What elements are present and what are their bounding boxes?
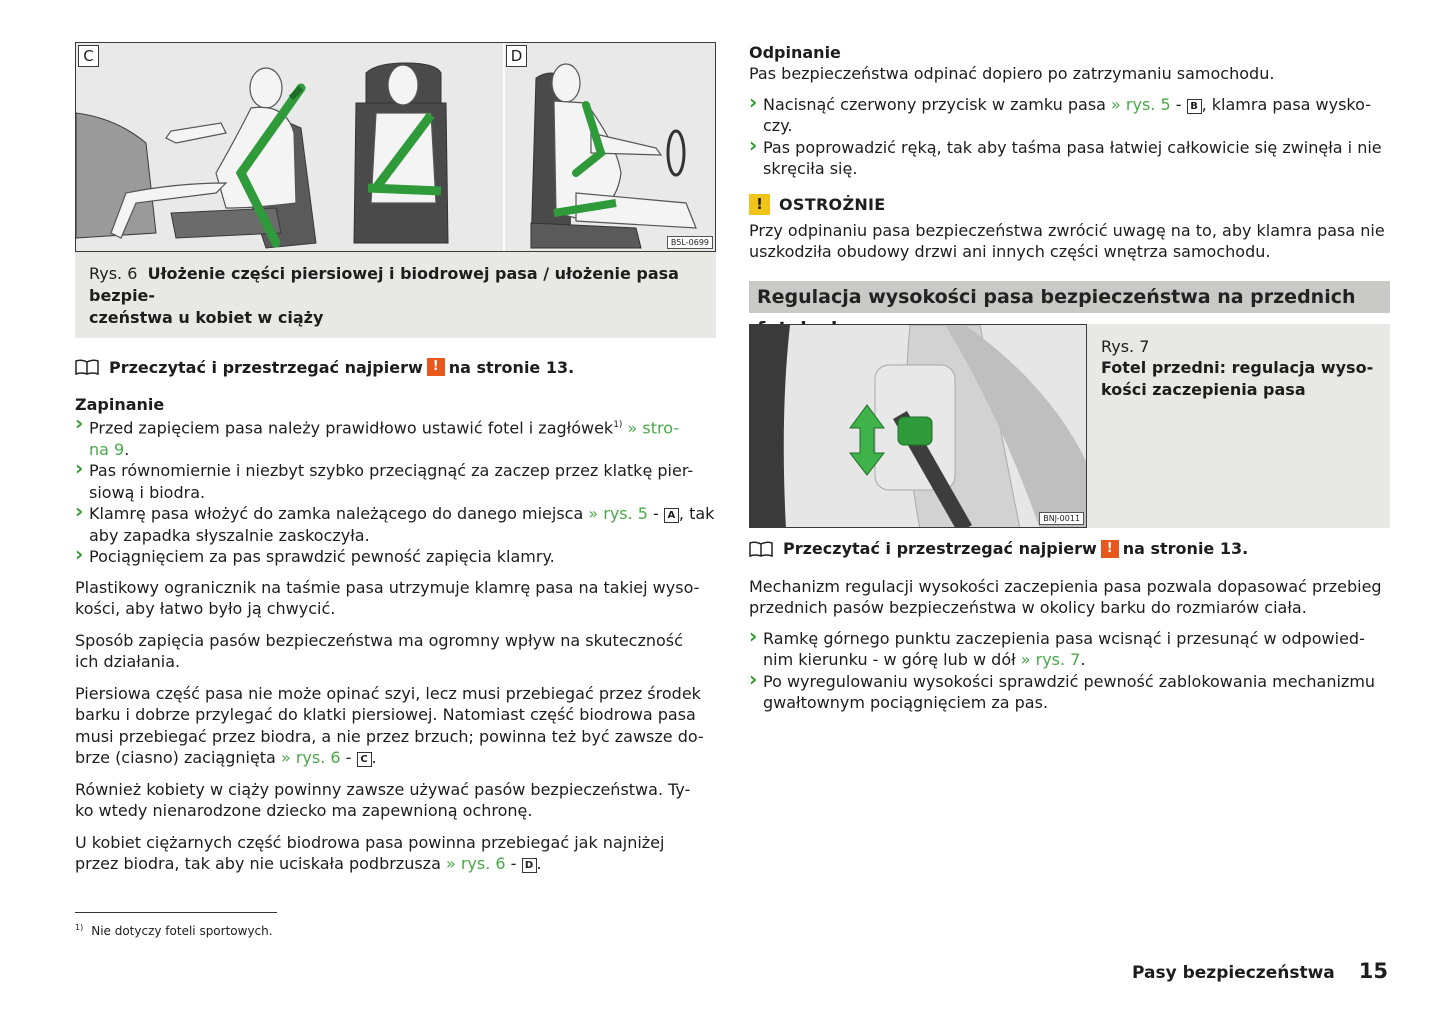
list-item: › Nacisnąć czerwony przycisk w zamku pasa » rys. 5 - B , klamra pasa wysko- czy.	[749, 94, 1390, 137]
paragraph-pregnant: Również kobiety w ciąży powinny zawsze używać pasów bezpieczeństwa. Ty- ko wtedy nienarodzone dziecko ma zapewnioną ochronę.	[75, 779, 691, 821]
link-fig-6-c[interactable]: » rys. 6	[280, 748, 341, 768]
warning-icon: !	[1101, 540, 1119, 558]
link-fig-5[interactable]: » rys. 5	[588, 504, 648, 524]
page-footer	[1132, 959, 1388, 983]
paragraph-stopper: Plastikowy ogranicznik na taśmie pasa utrzymuje klamrę pasa na takiej wyso- kości, aby łatwo było ją chwycić.	[75, 577, 700, 619]
figure-7-block	[749, 324, 1390, 528]
page-number: 15	[1358, 959, 1388, 983]
section-title: Regulacja wysokości pasa bezpieczeństwa na przednich	[749, 281, 1390, 313]
list-item: › Klamrę pasa włożyć do zamka należącego do danego miejsca » rys. 5 - A , tak aby zapadka słyszalnie zaskoczyła.	[75, 503, 716, 546]
ref-box-d: D	[522, 858, 537, 873]
paragraph-belt-routing: Piersiowa część pasa nie może opinać szyi, lecz musi przebiegać przez środek barku i dobrze przylegać do klatki piersiowej. Natomiast część biodrowa pasa musi przebiegać przez biodra, a nie przez brzuch; powinna też być zawsze do- brze (ciasno) zaciągnięta » rys. 6 - C .	[75, 683, 704, 768]
figure-7-image	[749, 324, 1087, 528]
figure-7-code: BNJ-0011	[1039, 512, 1084, 525]
list-item: › Pas równomiernie i niezbyt szybko przeciągnąć za zaczep przez klatkę pier- siową i biodra.	[75, 460, 716, 503]
link-fig-5-b[interactable]: » rys. 5	[1111, 94, 1171, 114]
figure-6-caption-title: Ułożenie części piersiowej i biodrowej pasa / ułożenie pasa bezpie-	[89, 264, 679, 305]
list-item: › Przed zapięciem pasa należy prawidłowo ustawić fotel i zagłówek$^{1)}$ » stro- na 9.	[75, 415, 716, 460]
footnote: $^{1)}$ Nie dotyczy foteli sportowych.	[75, 923, 273, 938]
book-icon	[749, 541, 773, 557]
figure-7-illustration	[750, 325, 1087, 528]
height-adjust-steps	[749, 628, 1390, 714]
figure-6-code: B5L-0699	[667, 236, 713, 249]
read-first-notice: Przeczytać i przestrzegać najpierw ! na stronie 13.	[75, 356, 716, 378]
ref-box-a: A	[664, 508, 679, 523]
caution-heading: ! OSTROŻNIE	[749, 194, 1390, 216]
paragraph-height-mechanism: Mechanizm regulacji wysokości zaczepienia pasa pozwala dopasować przebieg przednich pasów bezpieczeństwa w okolicy barku do rozmiarów ciała.	[749, 576, 1382, 617]
figure-6-label-d: D	[506, 45, 527, 67]
figure-6-image	[75, 42, 716, 252]
list-item: › Po wyregulowaniu wysokości sprawdzić pewność zablokowania mechanizmu gwałtownym pociągnięciem za pas.	[749, 671, 1390, 714]
book-icon	[75, 359, 99, 375]
fastening-steps	[75, 415, 716, 568]
paragraph-unfasten-intro: Pas bezpieczeństwa odpinać dopiero po zatrzymaniu samochodu.	[749, 64, 1275, 83]
footnote-rule	[75, 912, 277, 913]
caution-text: Przy odpinaniu pasa bezpieczeństwa zwrócić uwagę na to, aby klamra pasa nie uszkodziła obudowy drzwi ani innych części wnętrza samochodu.	[749, 220, 1385, 261]
link-fig-7[interactable]: » rys. 7	[1020, 650, 1081, 669]
list-item: › Pas poprowadzić ręką, tak aby taśma pasa łatwiej całkowicie się zwinęła i nie skręciła się.	[749, 137, 1390, 180]
warning-icon: !	[427, 358, 445, 376]
unfastening-steps	[749, 94, 1390, 180]
list-item: › Ramkę górnego punktu zaczepienia pasa wcisnąć i przesunąć w odpowied- nim kierunku - w górę lub w dół » rys. 7.	[749, 628, 1390, 671]
heading-zapinanie: Zapinanie	[75, 395, 165, 414]
figure-6-label-c: C	[78, 45, 99, 67]
link-page-9[interactable]: » stro-	[627, 418, 680, 438]
figure-7-caption: Rys. 7 Fotel przedni: regulacja wyso- kości zaczepienia pasa	[1101, 336, 1374, 399]
right-column	[749, 42, 1390, 714]
caution-icon: !	[749, 194, 770, 215]
left-column	[75, 42, 716, 875]
paragraph-effectiveness: Sposób zapięcia pasów bezpieczeństwa ma ogromny wpływ na skuteczność ich działania.	[75, 630, 683, 672]
footer-section-title: Pasy bezpieczeństwa	[1132, 963, 1335, 983]
figure-6-illustration	[76, 43, 716, 252]
link-fig-6-d[interactable]: » rys. 6	[445, 854, 506, 874]
heading-odpinanie: Odpinanie	[749, 43, 841, 62]
paragraph-pregnant-lap-belt: U kobiet ciężarnych część biodrowa pasa powinna przebiegać jak najniżej przez biodra, tak aby nie uciskała podbrzusza » rys. 6 - D .	[75, 832, 665, 874]
ref-box-b: B	[1187, 99, 1202, 114]
figure-6-caption: Rys. 6 Ułożenie części piersiowej i biodrowej pasa / ułożenie pasa bezpie- czeństwa u kobiet w ciąży	[75, 252, 716, 338]
list-item: › Pociągnięciem za pas sprawdzić pewność zapięcia klamry.	[75, 546, 716, 568]
read-first-notice-2: Przeczytać i przestrzegać najpierw ! na stronie 13.	[749, 538, 1390, 560]
ref-box-c: C	[357, 752, 372, 767]
